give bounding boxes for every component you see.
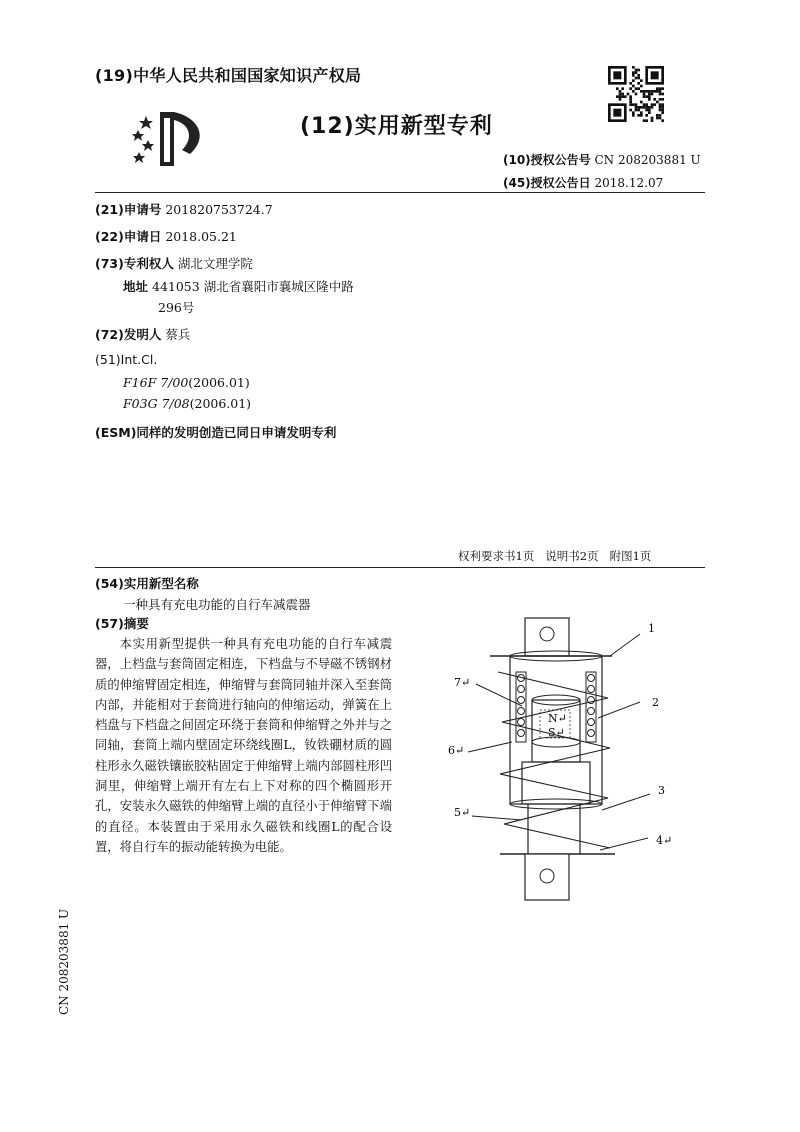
patentee-value: 湖北文理学院 (177, 256, 253, 271)
address-line2-value: 296号 (158, 300, 195, 315)
pub-date-label: (45)授权公告日 (503, 176, 591, 190)
abstract-divider (95, 567, 705, 568)
pub-number: CN 208203881 U (594, 153, 701, 167)
pub-date-row (503, 174, 663, 191)
label-5: 5↵ (454, 806, 471, 819)
ipc-2-version: (2006.01) (189, 396, 252, 411)
pub-date: 2018.12.07 (594, 176, 664, 190)
coil-right (586, 672, 596, 742)
spring (498, 672, 610, 848)
ipc-2-code: F03G 7/08 (123, 396, 190, 411)
leader-6 (468, 742, 512, 752)
label-4: 4↵ (656, 834, 673, 847)
abstract-text: 本实用新型提供一种具有充电功能的自行车减震器，上档盘与套筒固定相连，下档盘与不导磁不锈钢材质的伸缩臂固定相连，伸缩臂与套筒同轴并深入至套筒内部，并能相对于套筒进行轴向的伸缩运动，弹簧在上档盘与下档盘之间固定环绕于套筒和伸缩臂之外并与之同轴，套筒上端内壁固定环绕线圈L，钕铁硼材质的圆柱形永久磁铁镶嵌胶粘固定于伸缩臂上端内部圆柱形凹洞里，伸缩臂上端开有左右上下对称的四个椭圆形开孔，安装永久磁铁的伸缩臂上端的直径小于伸缩臂下端的直径。本装置由于采用永久磁铁和线圈L的配合设置，将自行车的振动能转换为电能。 (95, 637, 392, 854)
inventor-value: 蔡兵 (165, 327, 191, 342)
shock-absorber-figure (440, 610, 690, 910)
address (123, 277, 354, 295)
top-mount-hole (540, 627, 554, 641)
qr-code-icon (608, 66, 664, 122)
esm-note: (ESM)同样的发明创造已同日申请发明专利 (95, 425, 337, 440)
leader-1 (610, 634, 640, 656)
application-date-value: 2018.05.21 (165, 229, 237, 244)
ipc-2 (123, 396, 251, 411)
leader-2 (598, 702, 640, 718)
magnet-s-label: S↵ (548, 726, 565, 739)
patentee-label: (73)专利权人 (95, 256, 174, 271)
ipc-1 (123, 375, 250, 390)
int-cl-label: (51)Int.Cl. (95, 352, 158, 367)
leader-4 (600, 838, 648, 850)
address-line1: 441053 湖北省襄阳市襄城区隆中路 (152, 279, 354, 294)
application-date (95, 227, 237, 245)
address-label: 地址 (123, 279, 149, 294)
inventor-label: (72)发明人 (95, 327, 162, 342)
pub-number-row (503, 151, 701, 168)
inventor (95, 325, 190, 343)
side-publication-number: CN 208203881 U (57, 908, 71, 1015)
telescopic-arm-lower (522, 762, 590, 804)
ipc-1-version: (2006.01) (188, 375, 250, 390)
magnet-n-label: N↵ (548, 712, 567, 725)
address-line2 (158, 298, 194, 316)
application-number-value: 201820753724.7 (165, 202, 273, 217)
document-type: (12)实用新型专利 (300, 114, 493, 139)
title-label: (54)实用新型名称 (95, 576, 199, 591)
leader-7 (476, 684, 522, 706)
pages-note: 权利要求书1页 说明书2页 附图1页 (458, 549, 652, 563)
office-name: (19)中华人民共和国国家知识产权局 (95, 66, 362, 85)
utility-model-title: 一种具有充电功能的自行车减震器 (123, 597, 311, 612)
label-2: 2 (652, 696, 659, 709)
leader-5 (472, 816, 522, 820)
leader-3 (602, 794, 650, 810)
header-divider (95, 192, 705, 193)
label-3: 3 (658, 784, 665, 797)
bottom-mount-hole (540, 869, 554, 883)
coil-left (516, 672, 526, 742)
label-6: 6↵ (448, 744, 465, 757)
application-number-label: (21)申请号 (95, 202, 162, 217)
abstract-label: (57)摘要 (95, 616, 149, 631)
ipc-1-code: F16F 7/00 (123, 375, 189, 390)
patentee (95, 254, 253, 272)
pub-number-label: (10)授权公告号 (503, 153, 591, 167)
cnipa-logo (130, 108, 210, 170)
label-1: 1 (648, 622, 655, 635)
application-date-label: (22)申请日 (95, 229, 162, 244)
label-7: 7↵ (454, 676, 471, 689)
application-number (95, 200, 273, 218)
